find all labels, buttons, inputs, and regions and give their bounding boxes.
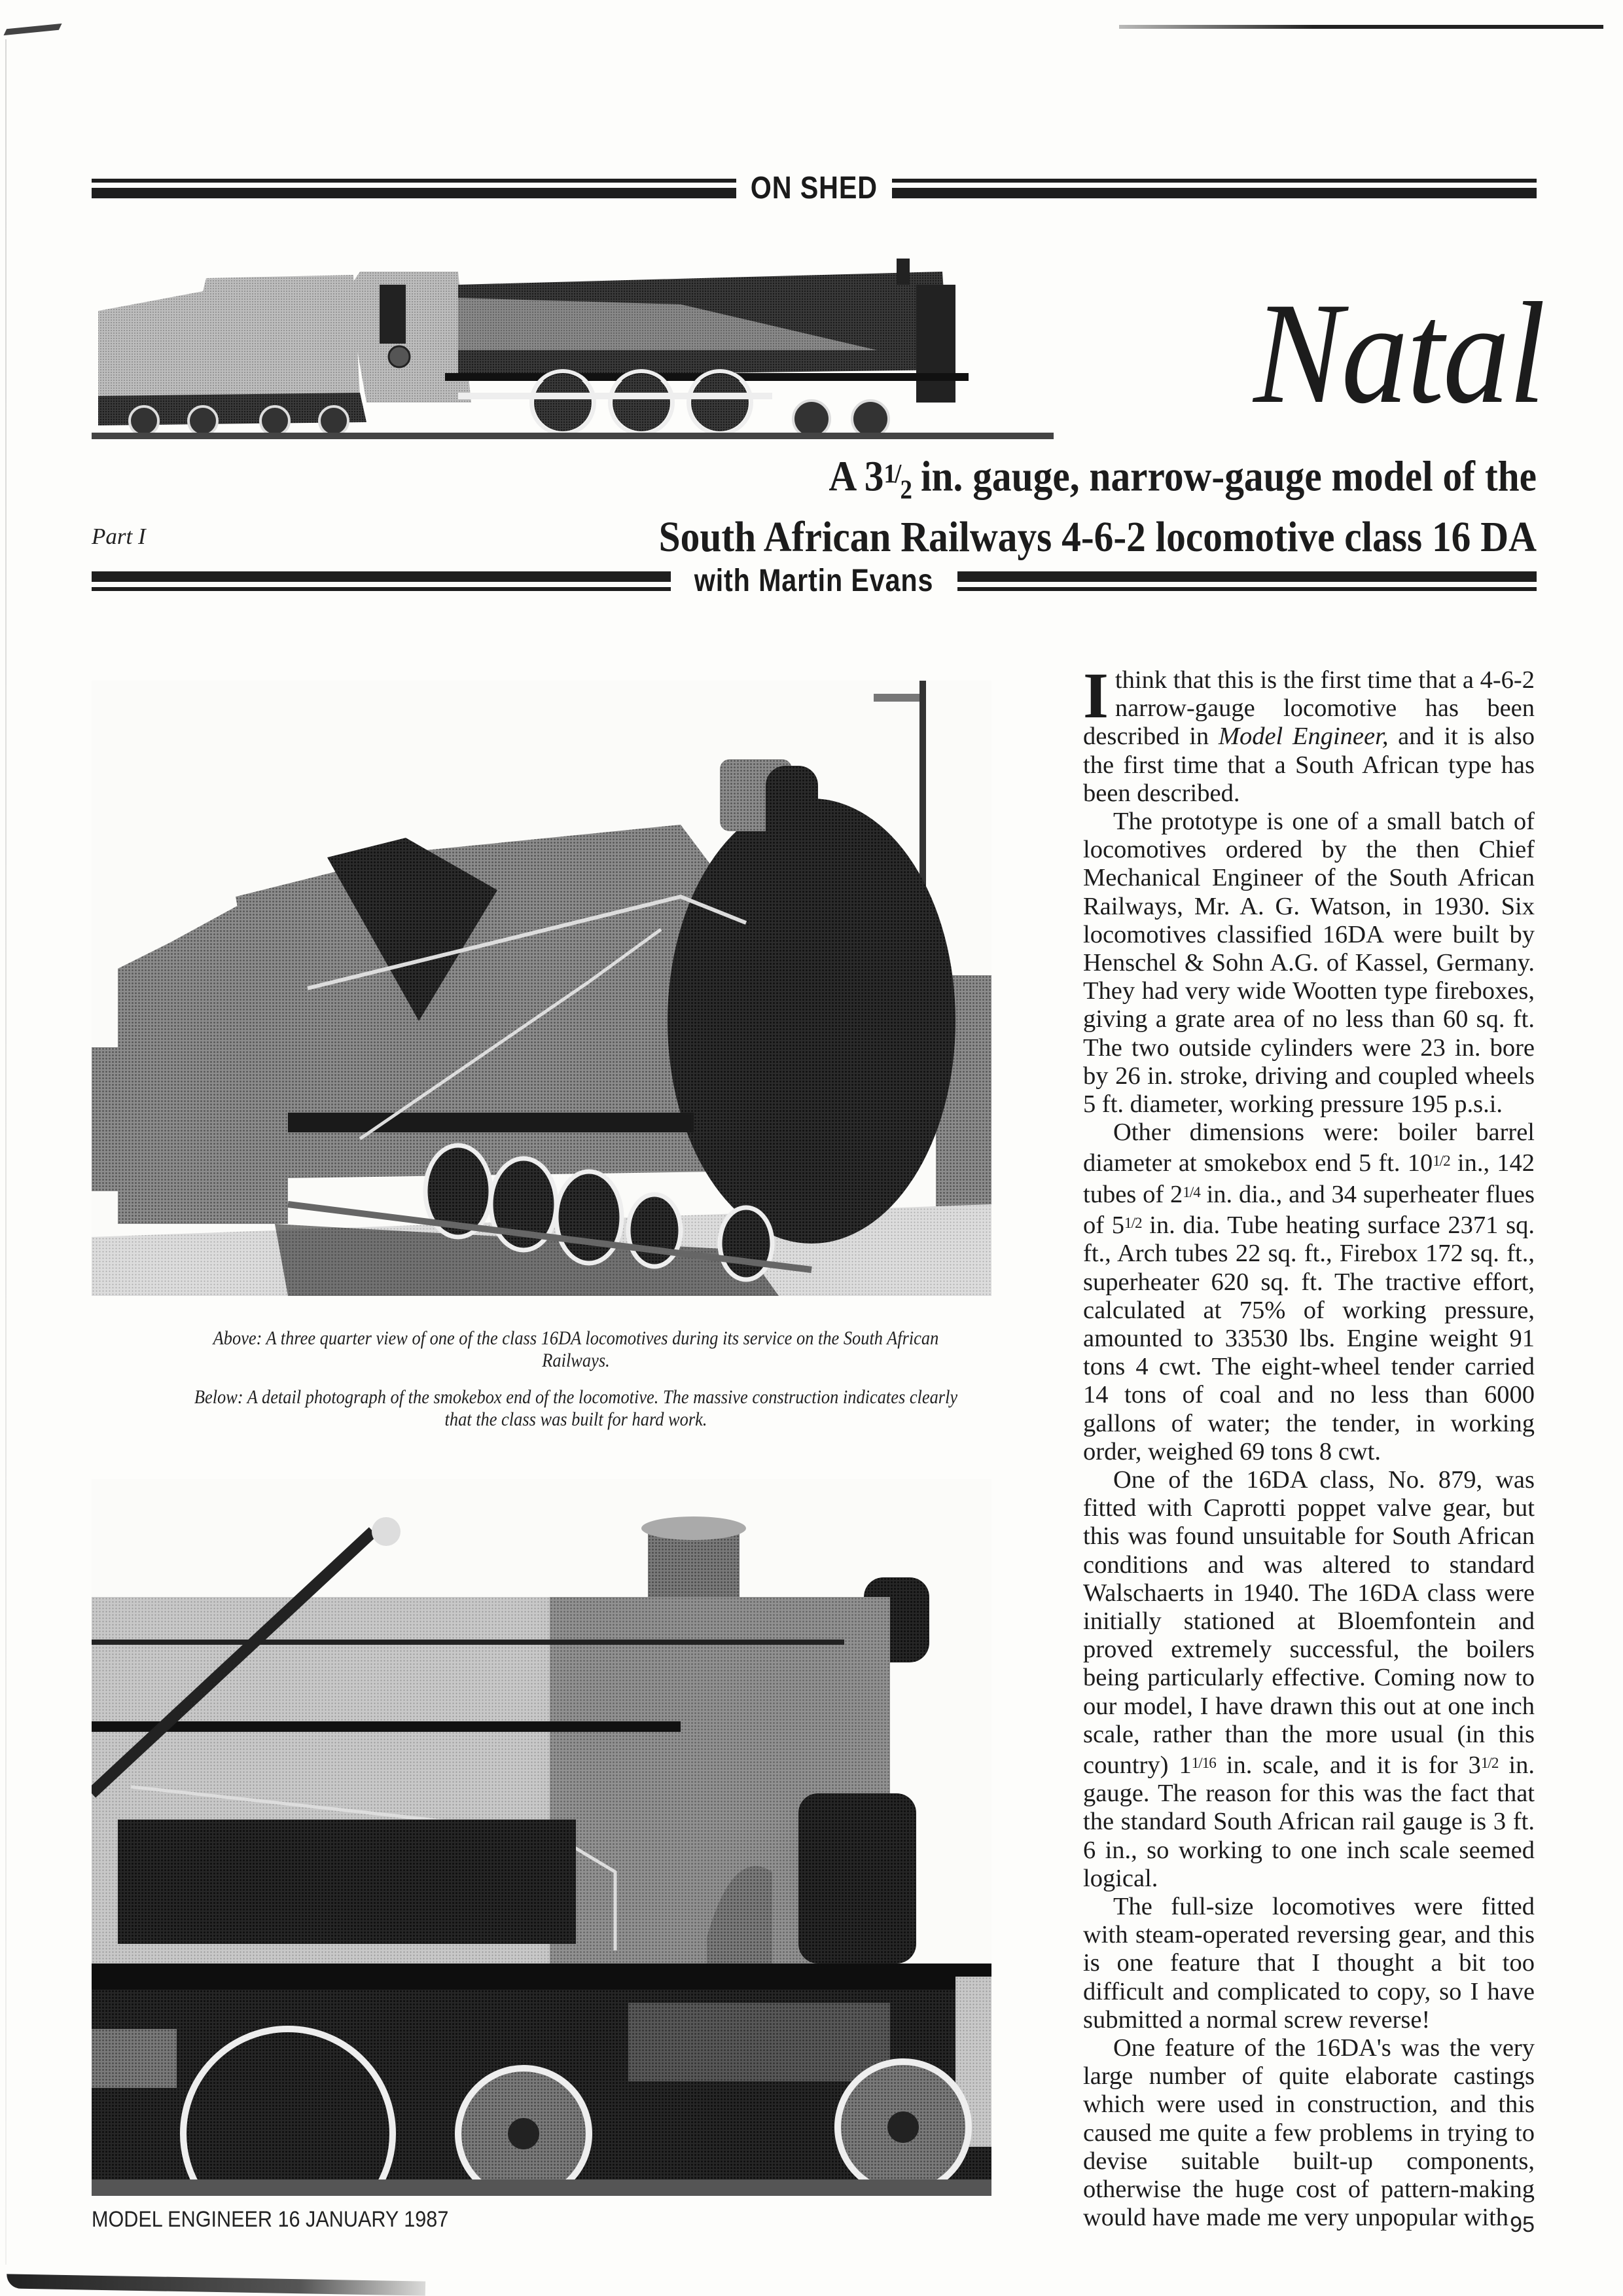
scan-mark [3, 24, 62, 35]
article-title: Natal [1253, 273, 1544, 434]
byline: with Martin Evans [694, 564, 934, 598]
byline-banner [92, 564, 1537, 598]
subtitle-line-1: A $31/_2$ in. gauge, narrow-gauge model of the [566, 450, 1537, 514]
publication-footer: MODEL ENGINEER 16 JANUARY 1987 [92, 2207, 449, 2232]
article-subtitle [566, 450, 1537, 561]
banner-rule-left [92, 571, 671, 591]
caption-above: Above: A three quarter view of one of the class 16DA locomotives during its service on the South African Railways. [213, 1327, 939, 1371]
subtitle-line-2: South African Railways 4-6-2 locomotive class 16 DA [658, 512, 1537, 561]
banner-rule-left [92, 179, 736, 198]
bottom-locomotive-photo [92, 1479, 991, 2196]
page-number: 95 [1510, 2212, 1535, 2237]
section-label: ON SHED [750, 171, 878, 206]
paragraph: I think that this is the first time that a 4-6-2 narrow-gauge locomotive has been described in Model Engineer, and it is also the first time that a South African type has been described. [1083, 659, 1535, 807]
banner-rule-right [892, 179, 1537, 198]
paragraph: The full-size locomotives were fitted with steam-operated reversing gear, and this is one feature that I thought a bit too difficult and complicated to copy, so I have submitted a normal screw reverse! [1083, 1893, 1535, 2034]
caption-below: Below: A detail photograph of the smokebox end of the locomotive. The massive construction indicates clearly that the class was built for hard work. [194, 1386, 958, 1430]
drop-cap: I [1083, 659, 1109, 732]
paragraph: One feature of the 16DA's was the very large number of quite elaborate castings which were used in construction, and this caused me quite a few problems in trying to devise suitable built-up components, otherwise the huge cost of pattern-making would have made me very unpopular with [1083, 2034, 1535, 2232]
scan-mark [7, 2274, 425, 2295]
article-body [1083, 659, 1535, 2232]
paragraph: One of the 16DA class, No. 879, was fitted with Caprotti poppet valve gear, but this was found unsuitable for South African conditions and was altered to standard Walschaerts in 1940. The 16DA class were initially stationed at Bloemfontein and proved extremely successful, the boilers being particularly effective. Coming now to our model, I have drawn this out at one inch scale, rather than the more usual (in this country) $1^{1/16}$ in. scale, and it is for $3^{1/2}$ in. gauge. The reason for this was the fact that the standard South African rail gauge is 3 ft. 6 in., so working to one inch scale seemed logical. [1083, 1465, 1535, 1892]
banner-rule-right [957, 571, 1537, 591]
top-locomotive-photo [92, 681, 991, 1296]
photo-captions [131, 1327, 1021, 1445]
paragraph: The prototype is one of a small batch of locomotives ordered by the then Chief Mechanical Engineer of the South African Railways, Mr. A. G. Watson, in 1930. Six locomotives classified 16DA were built by Henschel & Sohn A.G. of Kassel, Germany. They had very wide Wootten type fireboxes, giving a grate area of no less than 60 sq. ft. The two outside cylinders were 23 in. bore by 26 in. stroke, driving and coupled wheels 5 ft. diameter, working pressure 195 p.s.i. [1083, 808, 1535, 1119]
fraction: $1/_2$ [883, 459, 912, 505]
section-banner [92, 171, 1537, 206]
scan-margin-shadow [5, 39, 7, 2265]
part-label: Part I [92, 524, 146, 549]
hero-locomotive-image [92, 245, 1054, 442]
scan-mark [1119, 25, 1603, 29]
paragraph: Other dimensions were: boiler barrel diameter at smokebox end 5 ft. $10^{1/2}$ in., 142 tubes of $2^{1/4}$ in. dia., and 34 superheater flues of $5^{1/2}$ in. dia. Tube heating surface 2371 sq. ft., Arch tubes 22 sq. ft., Firebox 172 sq. ft., superheater 620 sq. ft. The tractive effort, calculated at 75% of working pressure, amounted to 33530 lbs. Engine weight 91 tons 4 cwt. The eight-wheel tender carried 14 tons of coal and no less than 6000 gallons of water; the tender, in working order, weighed 69 tons 8 cwt. [1083, 1119, 1535, 1465]
